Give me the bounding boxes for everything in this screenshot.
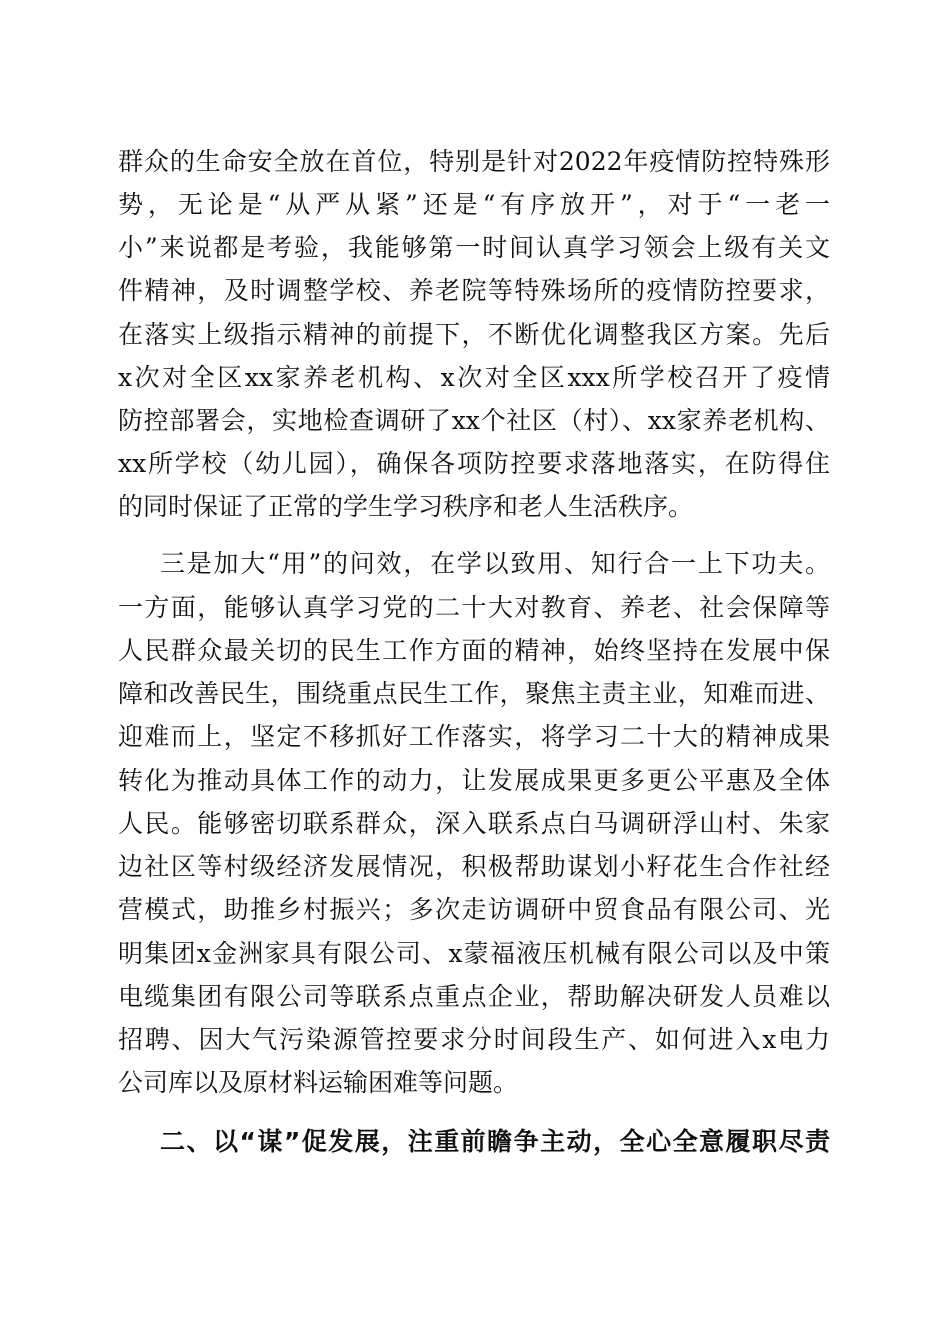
paragraph-1-line-8: xx所学校（幼儿园），确保各项防控要求落地落实，在防得住	[118, 449, 830, 478]
paragraph-2-line-8: 边社区等村级经济发展情况，积极帮助谋划小籽花生合作社经	[118, 852, 830, 881]
paragraph-1-line-9: 的同时保证了正常的学生学习秩序和老人生活秩序。	[118, 492, 694, 521]
paragraph-1-line-4: 件精神，及时调整学校、养老院等特殊场所的疫情防控要求，	[118, 276, 830, 305]
paragraph-2-line-10: 明集团x金洲家具有限公司、x蒙福液压机械有限公司以及中策	[118, 939, 830, 968]
paragraph-1-line-6: x次对全区xx家养老机构、x次对全区xxx所学校召开了疫情	[118, 363, 830, 392]
paragraph-2-line-13: 公司库以及原材料运输困难等问题。	[118, 1068, 519, 1097]
paragraph-1-line-5: 在落实上级指示精神的前提下，不断优化调整我区方案。先后	[118, 320, 830, 349]
paragraph-1-line-7: 防控部署会，实地检查调研了xx个社区（村）、xx家养老机构、	[118, 406, 830, 435]
paragraph-2-line-7: 人民。能够密切联系群众，深入联系点白马调研浮山村、朱家	[118, 809, 830, 838]
paragraph-2-line-9: 营模式，助推乡村振兴；多次走访调研中贸食品有限公司、光	[118, 895, 830, 924]
paragraph-2-line-11: 电缆集团有限公司等联系点重点企业，帮助解决研发人员难以	[118, 982, 830, 1011]
paragraph-1-line-2: 势，无论是“从严从紧”还是“有序放开”，对于“一老一	[118, 190, 830, 219]
paragraph-2-line-5: 迎难而上，坚定不移抓好工作落实，将学习二十大的精神成果	[118, 722, 830, 751]
paragraph-2-line-6: 转化为推动具体工作的动力，让发展成果更多更公平惠及全体	[118, 766, 830, 795]
paragraph-1-line-1: 群众的生命安全放在首位，特别是针对2022年疫情防控特殊形	[118, 147, 830, 176]
paragraph-2-line-1: 三是加大“用”的问效，在学以致用、知行合一上下功夫。	[160, 549, 830, 578]
section-heading: 二、以“谋”促发展，注重前瞻争主动，全心全意履职尽责	[160, 1127, 830, 1156]
paragraph-2-line-12: 招聘、因大气污染源管控要求分时间段生产、如何进入x电力	[118, 1025, 830, 1054]
paragraph-1-line-3: 小”来说都是考验，我能够第一时间认真学习领会上级有关文	[118, 233, 830, 262]
paragraph-2-line-3: 人民群众最关切的民生工作方面的精神，始终坚持在发展中保	[118, 636, 830, 665]
paragraph-2-line-2: 一方面，能够认真学习党的二十大对教育、养老、社会保障等	[118, 593, 830, 622]
paragraph-2-line-4: 障和改善民生，围绕重点民生工作，聚焦主责主业，知难而进、	[118, 679, 830, 708]
